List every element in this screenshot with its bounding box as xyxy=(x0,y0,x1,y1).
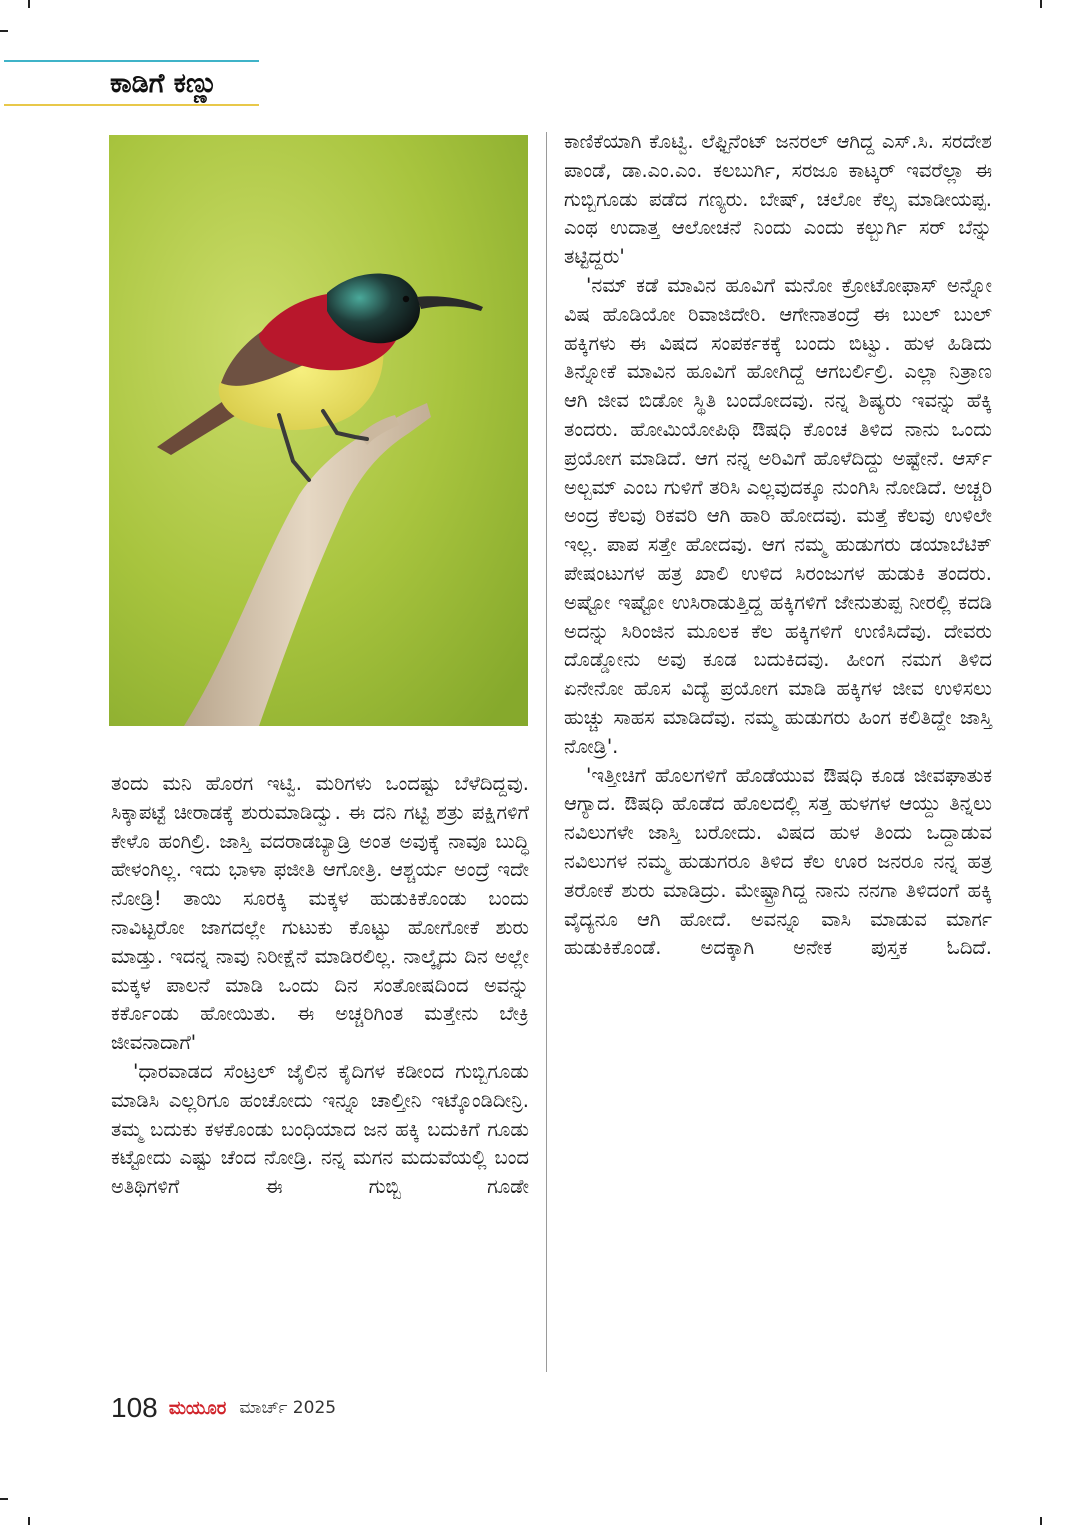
section-rule-bottom xyxy=(4,104,259,106)
article-column-right xyxy=(564,128,992,963)
magazine-logo: ಮಯೂರ xyxy=(168,1397,227,1419)
issue-date: ಮಾರ್ಚ್ 2025 xyxy=(239,1398,337,1418)
page-number: 108 xyxy=(111,1392,158,1423)
article-column-left xyxy=(111,770,529,1202)
article-paragraph: ತಂದು ಮನಿ ಹೊರಗ ಇಟ್ವಿ. ಮರಿಗಳು ಒಂದಷ್ಟು ಬೆಳೆದಿದ್ದವು. ಸಿಕ್ಕಾಪಟ್ಟೆ ಚೀರಾಡಕ್ಕೆ ಶುರುಮಾಡಿದ್ವು. ಈ ದನಿ ಗಟ್ಟಿ ಶತ್ರು ಪಕ್ಷಿಗಳಿಗೆ ಕೇಳೊ ಹಂಗಿಲ್ರಿ. ಜಾಸ್ತಿ ವದರಾಡಬ್ಯಾಡ್ರಿ ಅಂತ ಅವುಕ್ಕೆ ನಾವೂ ಬುದ್ಧಿ ಹೇಳಂಗಿಲ್ಲ. ಇದು ಭಾಳಾ ಫಜೀತಿ ಆಗೋತ್ರಿ. ಆಶ್ಚರ್ಯ ಅಂದ್ರೆ ಇದೇ ನೋಡ್ರಿ! ತಾಯಿ ಸೂರಕ್ಕಿ ಮಕ್ಕಳ ಹುಡುಕಿಕೊಂಡು ಬಂದು ನಾವಿಟ್ಟರೋ ಜಾಗದಲ್ಲೇ ಗುಟುಕು ಕೊಟ್ಟು ಹೋಗೋಕೆ ಶುರು ಮಾಡ್ತು. ಇದನ್ನ ನಾವು ನಿರೀಕ್ಷೆನೆ ಮಾಡಿರಲಿಲ್ಲ. ನಾಲ್ಕೈದು ದಿನ ಅಲ್ಲೇ ಮಕ್ಕಳ ಪಾಲನೆ ಮಾಡಿ ಒಂದು ದಿನ ಸಂತೋಷದಿಂದ ಅವನ್ನು ಕರ್ಕೊಂಡು ಹೋಯಿತು. ಈ ಅಚ್ಚರಿಗಿಂತ ಮತ್ತೇನು ಬೇಕ್ರಿ ಜೀವನಾದಾಗೆ' xyxy=(111,772,529,1055)
article-paragraph: 'ಇತ್ತೀಚಿಗೆ ಹೊಲಗಳಿಗೆ ಹೊಡೆಯುವ ಔಷಧಿ ಕೂಡ ಜೀವಘಾತುಕ ಆಗ್ಯಾದ. ಔಷಧಿ ಹೊಡೆದ ಹೊಲದಲ್ಲಿ ಸತ್ತ ಹುಳಗಳ ಆಯ್ದು ತಿನ್ನಲು ನವಿಲುಗಳೇ ಜಾಸ್ತಿ ಬರೋದು. ವಿಷದ ಹುಳ ತಿಂದು ಒದ್ದಾಡುವ ನವಿಲುಗಳ ನಮ್ಮ ಹುಡುಗರೂ ತಿಳಿದ ಕೆಲ ಊರ ಜನರೂ ನನ್ನ ಹತ್ರ ತರೋಕೆ ಶುರು ಮಾಡಿದ್ರು. ಮೇಷ್ಟ್ರಾಗಿದ್ದ ನಾನು ನನಗಾ ತಿಳಿದಂಗೆ ಹಕ್ಕಿ ವೈದ್ಯನೂ ಆಗಿ ಹೋದೆ. ಅವನ್ನೂ ವಾಸಿ ಮಾಡುವ ಮಾರ್ಗ ಹುಡುಕಿಕೊಂಡೆ. ಅದಕ್ಕಾಗಿ ಅನೇಕ ಪುಸ್ತಕ ಓದಿದೆ. xyxy=(564,763,992,960)
page-footer xyxy=(111,1392,336,1428)
crop-mark xyxy=(28,1517,30,1525)
crop-mark xyxy=(1040,0,1042,8)
crop-mark xyxy=(0,1498,8,1500)
crop-mark xyxy=(1040,1517,1042,1525)
column-divider xyxy=(546,132,547,1372)
section-title: ಕಾಡಿಗೆ ಕಣ್ಣು xyxy=(110,68,218,99)
section-header xyxy=(4,60,259,106)
article-paragraph: 'ಧಾರವಾಡದ ಸೆಂಟ್ರಲ್ ಜೈಲಿನ ಕೈದಿಗಳ ಕಡೀಂದ ಗುಬ್ಬಿಗೂಡು ಮಾಡಿಸಿ ಎಲ್ಲರಿಗೂ ಹಂಚೋದು ಇನ್ನೂ ಚಾಲ್ತೀನಿ ಇಟ್ಕೊಂಡಿದೀನ್ರಿ. ತಮ್ಮ ಬದುಕು ಕಳಕೊಂಡು ಬಂಧಿಯಾದ ಜನ ಹಕ್ಕಿ ಬದುಕಿಗೆ ಗೂಡು ಕಟ್ಟೋದು ಎಷ್ಟು ಚೆಂದ ನೋಡ್ರಿ. ನನ್ನ ಮಗನ ಮದುವೆಯಲ್ಲಿ ಬಂದ ಅತಿಥಿಗಳಿಗೆ ಈ ಗುಬ್ಬಿ ಗೂಡೇ xyxy=(111,1059,529,1199)
article-paragraph: 'ನಮ್ ಕಡೆ ಮಾವಿನ ಹೂವಿಗೆ ಮನೋ ಕ್ರೋಟೋಫಾಸ್ ಅನ್ನೋ ವಿಷ ಹೊಡಿಯೋ ರಿವಾಜಿದೇರಿ. ಆಗೇನಾತಂದ್ರೆ ಈ ಬುಲ್ ಬುಲ್ ಹಕ್ಕಿಗಳು ಈ ವಿಷದ ಸಂಪರ್ಕಕಕ್ಕೆ ಬಂದು ಬಿಟ್ವು. ಹುಳ ಹಿಡಿದು ತಿನ್ನೋಕೆ ಮಾವಿನ ಹೂವಿಗೆ ಹೋಗಿದ್ದೆ ಆಗಬರ್ಲಿಲ್ರಿ. ಎಲ್ಲಾ ನಿತ್ರಾಣ ಆಗಿ ಜೀವ ಬಿಡೋ ಸ್ಥಿತಿ ಬಂದೋದವು. ನನ್ನ ಶಿಷ್ಯರು ಇವನ್ನು ಹೆಕ್ಕಿ ತಂದರು. ಹೋಮಿಯೋಪಿಥಿ ಔಷಧಿ ಕೊಂಚ ತಿಳಿದ ನಾನು ಒಂದು ಪ್ರಯೋಗ ಮಾಡಿದೆ. ಆಗ ನನ್ನ ಅರಿವಿಗೆ ಹೊಳೆದಿದ್ದು ಅಷ್ಟೇನೆ. ಆರ್ಸ್ ಅಲ್ಬಮ್ ಎಂಬ ಗುಳಿಗೆ ತರಿಸಿ ಎಲ್ಲವುದಕ್ಕೂ ನುಂಗಿಸಿ ನೋಡಿದೆ. ಅಚ್ಚರಿ ಅಂದ್ರ ಕೆಲವು ರಿಕವರಿ ಆಗಿ ಹಾರಿ ಹೋದವು. ಮತ್ತೆ ಕೆಲವು ಉಳಿಲೇ ಇಲ್ಲ. ಪಾಪ ಸತ್ತೇ ಹೋದವು. ಆಗ ನಮ್ಮ ಹುಡುಗರು ಡಯಾಬೆಟಿಕ್ ಪೇಷಂಟುಗಳ ಹತ್ರ ಖಾಲಿ ಉಳಿದ ಸಿರಂಜುಗಳ ಹುಡುಕಿ ತಂದರು. ಅಷ್ಟೋ ಇಷ್ಟೋ ಉಸಿರಾಡುತ್ತಿದ್ದ ಹಕ್ಕಿಗಳಿಗೆ ಜೇನುತುಪ್ಪ ನೀರಲ್ಲಿ ಕದಡಿ ಅದನ್ನು ಸಿರಿಂಜಿನ ಮೂಲಕ ಕೆಲ ಹಕ್ಕಿಗಳಿಗೆ ಉಣಿಸಿದೆವು. ದೇವರು ದೊಡ್ಡೋನು ಅವು ಕೂಡ ಬದುಕಿದವು. ಹೀಂಗ ನಮಗ ತಿಳಿದ ಏನೇನೋ ಹೊಸ ವಿದ್ಯೆ ಪ್ರಯೋಗ ಮಾಡಿ ಹಕ್ಕಿಗಳ ಜೀವ ಉಳಿಸಲು ಹುಚ್ಚು ಸಾಹಸ ಮಾಡಿದೆವು. ನಮ್ಮ ಹುಡುಗರು ಹಿಂಗ ಕಲಿತಿದ್ದೇ ಜಾಸ್ತಿ ನೋಡ್ರಿ'. xyxy=(564,273,992,758)
bird-photo xyxy=(109,135,528,726)
crop-mark xyxy=(0,30,8,32)
section-rule-top xyxy=(4,60,259,62)
article-paragraph: ಕಾಣಿಕೆಯಾಗಿ ಕೊಟ್ವಿ. ಲೆಫ್ಟಿನೆಂಟ್ ಜನರಲ್ ಆಗಿದ್ದ ಎಸ್.ಸಿ. ಸರದೇಶ ಪಾಂಡೆ, ಡಾ.ಎಂ.ಎಂ. ಕಲಬುರ್ಗಿ, ಸರಜೂ ಕಾಟ್ಕರ್ ಇವರೆಲ್ಲಾ ಈ ಗುಬ್ಬಿಗೂಡು ಪಡೆದ ಗಣ್ಯರು. ಬೇಷ್, ಚಲೋ ಕೆಲ್ಸ ಮಾಡೀಯಪ್ಪ. ಎಂಥ ಉದಾತ್ತ ಆಲೋಚನೆ ನಿಂದು ಎಂದು ಕಲ್ಬುರ್ಗಿ ಸರ್ ಬೆನ್ನು ತಟ್ಟಿದ್ದರು' xyxy=(564,130,992,269)
crop-mark xyxy=(28,0,30,8)
